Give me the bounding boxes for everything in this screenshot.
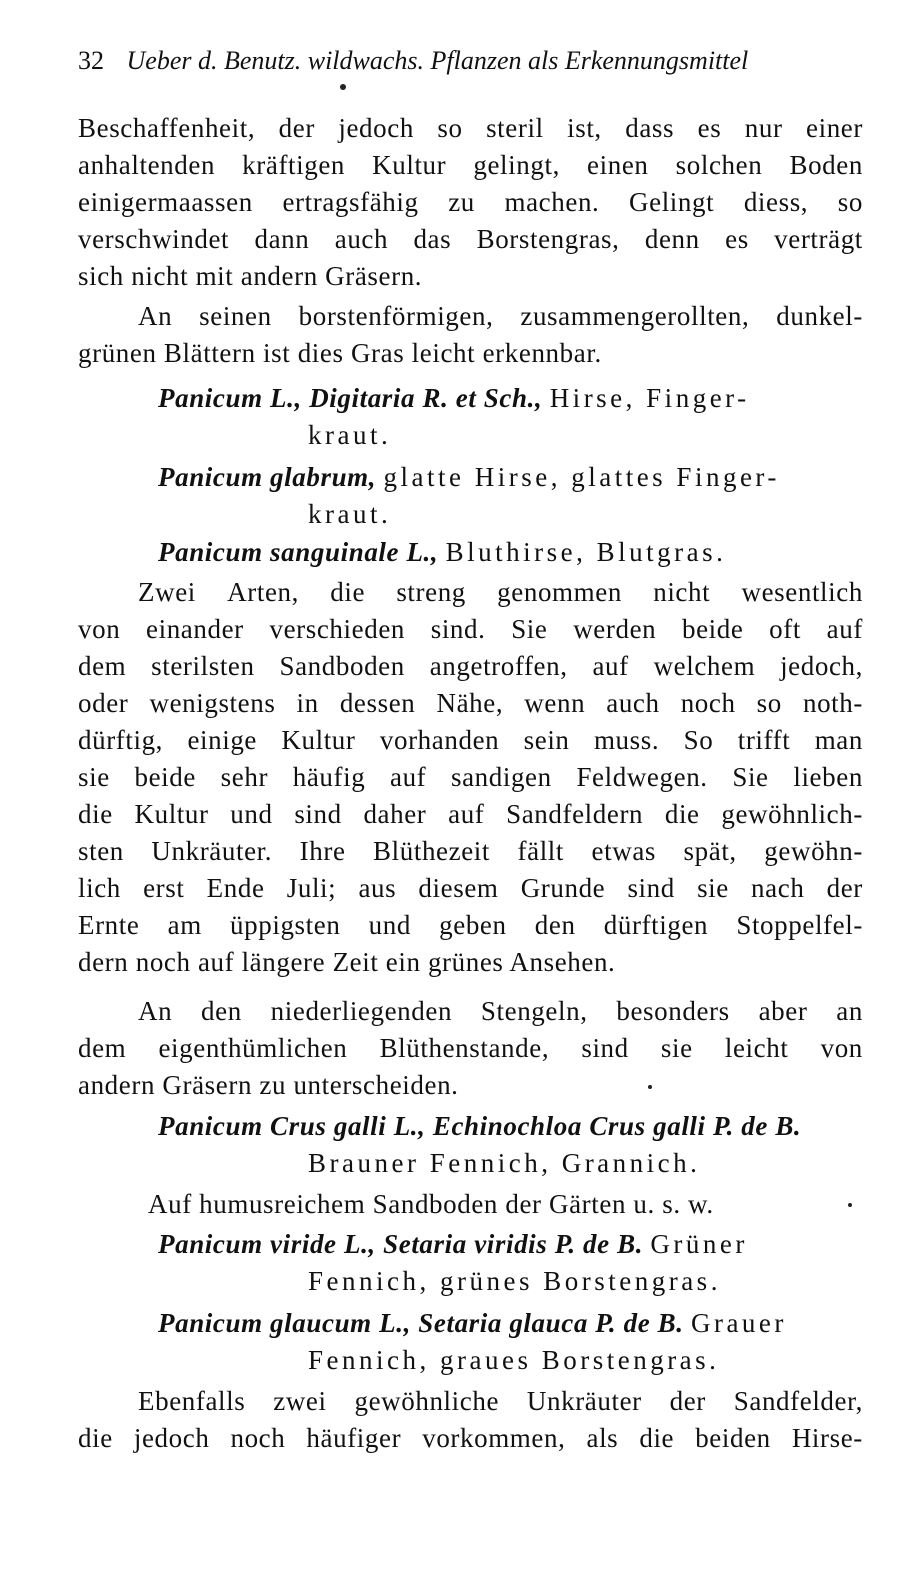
common-name: glatte Hirse, glattes Finger-	[383, 462, 780, 492]
text-line: einigermaassen ertragsfähig zu machen. Gelingt diess, so	[78, 187, 863, 217]
common-name: Grüner	[650, 1229, 748, 1259]
common-name: Grauer	[690, 1308, 787, 1338]
text-line: dern noch auf längere Zeit ein grünes Ansehen.	[78, 947, 616, 977]
page-number: 32	[78, 46, 104, 75]
latin-name: Panicum glaucum L., Setaria glauca P. de B.	[158, 1308, 684, 1338]
running-header	[78, 44, 863, 78]
ink-dot	[648, 1085, 652, 1089]
ink-dot	[340, 84, 346, 90]
common-name: kraut.	[308, 420, 392, 450]
common-name: kraut.	[308, 499, 392, 529]
text-line: sten Unkräuter. Ihre Blüthezeit fällt etwas spät, gewöhn-	[78, 836, 863, 866]
common-name: Fennich, grünes Borstengras.	[308, 1266, 721, 1296]
species-entry	[158, 459, 780, 495]
species-entry	[158, 1226, 748, 1262]
text-line: An seinen borstenförmigen, zusammengerollten, dunkel-	[138, 301, 863, 331]
species-entry	[158, 534, 726, 570]
text-line: dem eigenthümlichen Blüthenstande, sind sie leicht von	[78, 1033, 863, 1063]
text-line: Auf humusreichem Sandboden der Gärten u. s. w.	[148, 1189, 714, 1219]
species-entry	[158, 1305, 787, 1341]
text-line: Ebenfalls zwei gewöhnliche Unkräuter der Sandfelder,	[138, 1386, 863, 1416]
latin-name: Panicum L., Digitaria R. et Sch.,	[158, 383, 543, 413]
species-entry	[158, 380, 750, 416]
text-line: verschwindet dann auch das Borstengras, denn es verträgt	[78, 224, 863, 254]
text-line: die jedoch noch häufiger vorkommen, als die beiden Hirse-	[78, 1423, 863, 1453]
text-line: grünen Blättern ist dies Gras leicht erkennbar.	[78, 338, 602, 368]
latin-name: Panicum glabrum,	[158, 462, 377, 492]
species-entry	[158, 1108, 801, 1144]
latin-name: Panicum sanguinale L.,	[158, 537, 439, 567]
text-line: Beschaffenheit, der jedoch so steril ist, dass es nur einer	[78, 113, 863, 143]
common-name: Hirse, Finger-	[549, 383, 750, 413]
text-line: die Kultur und sind daher auf Sandfeldern die gewöhnlich-	[78, 799, 863, 829]
text-line: Ernte am üppigsten und geben den dürftigen Stoppelfel-	[78, 910, 863, 940]
text-line: dürftig, einige Kultur vorhanden sein muss. So trifft man	[78, 725, 863, 755]
text-line: An den niederliegenden Stengeln, besonders aber an	[138, 996, 863, 1026]
common-name: Brauner Fennich, Grannich.	[308, 1148, 701, 1178]
running-title: Ueber d. Benutz. wildwachs. Pflanzen als Erkennungsmittel	[126, 46, 749, 75]
latin-name: Panicum viride L., Setaria viridis P. de B.	[158, 1229, 644, 1259]
latin-name: Panicum Crus galli L., Echinochloa Crus galli P. de B.	[158, 1111, 802, 1141]
text-line: oder wenigstens in dessen Nähe, wenn auch noch so noth-	[78, 688, 863, 718]
text-line: von einander verschieden sind. Sie werden beide oft auf	[78, 614, 863, 644]
ink-dot	[848, 1203, 852, 1207]
text-line: sie beide sehr häufig auf sandigen Feldwegen. Sie lieben	[78, 762, 863, 792]
text-line: Zwei Arten, die streng genommen nicht wesentlich	[138, 577, 863, 607]
common-name: Bluthirse, Blutgras.	[445, 537, 727, 567]
text-line: sich nicht mit andern Gräsern.	[78, 261, 423, 291]
text-line: anhaltenden kräftigen Kultur gelingt, einen solchen Boden	[78, 150, 863, 180]
text-line: andern Gräsern zu unterscheiden.	[78, 1070, 459, 1100]
text-line: lich erst Ende Juli; aus diesem Grunde sind sie nach der	[78, 873, 863, 903]
text-line: dem sterilsten Sandboden angetroffen, auf welchem jedoch,	[78, 651, 863, 681]
common-name: Fennich, graues Borstengras.	[308, 1345, 720, 1375]
